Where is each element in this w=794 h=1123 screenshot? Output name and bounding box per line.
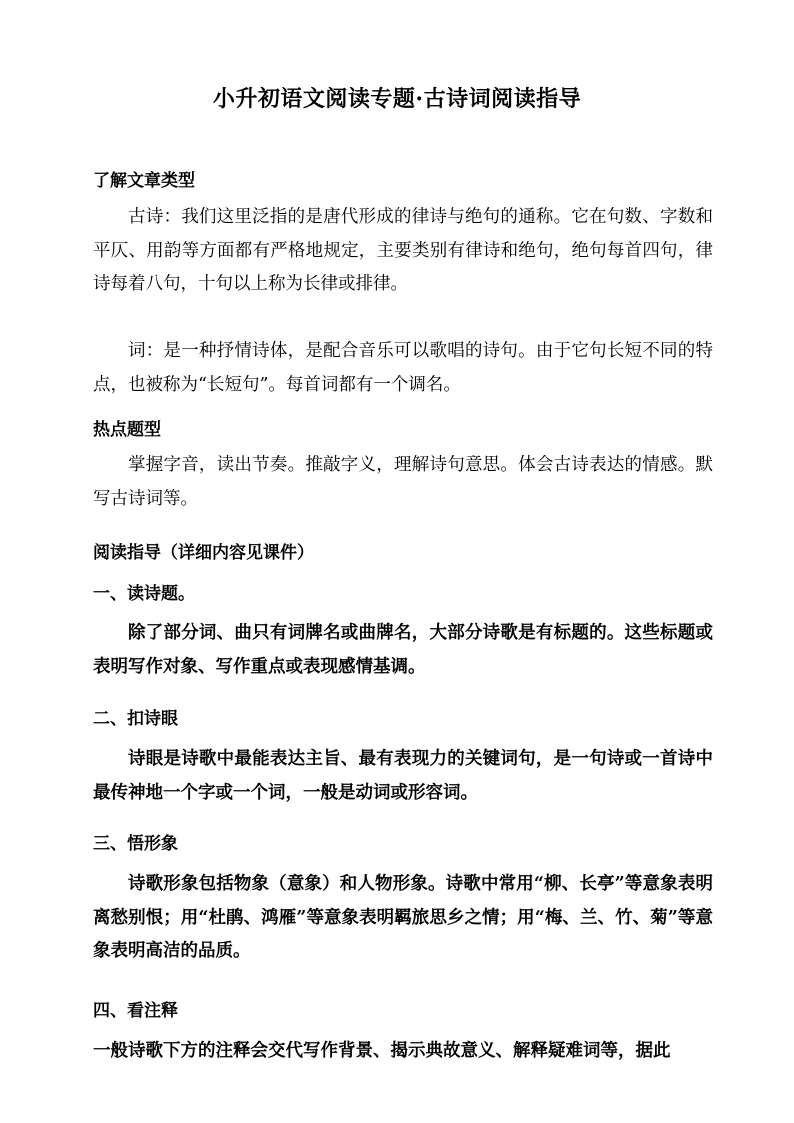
paragraph-1: 除了部分词、曲只有词牌名或曲牌名，大部分诗歌是有标题的。这些标题或表明写作对象、写作重点或表现感情基调。 (93, 623, 713, 677)
section-heading-guide: 阅读指导（详细内容见课件） (93, 543, 314, 563)
section-heading-3: 三、悟形象 (93, 834, 178, 854)
section-heading-hot: 热点题型 (93, 420, 161, 440)
paragraph-3: 诗歌形象包括物象（意象）和人物形象。诗歌中常用“柳、长亭”等意象表明离愁别恨；用“杜鹃、鸿雁”等意象表明羁旅思乡之情；用“梅、兰、竹、菊”等意象表明高洁的品质。 (93, 874, 713, 961)
section-heading-4: 四、看注释 (93, 1001, 178, 1021)
paragraph-ci: 词：是一种抒情诗体，是配合音乐可以歌唱的诗句。由于它句长短不同的特点，也被称为“长短句”。每首词都有一个调名。 (93, 341, 713, 395)
paragraph-hot: 掌握字音，读出节奏。推敲字义，理解诗句意思。体会古诗表达的情感。默写古诗词等。 (93, 455, 713, 509)
section-heading-1: 一、读诗题。 (93, 584, 195, 604)
page-title: 小升初语文阅读专题·古诗词阅读指导 (212, 86, 582, 112)
section-heading-2: 二、扣诗眼 (93, 709, 178, 729)
paragraph-gushi: 古诗：我们这里泛指的是唐代形成的律诗与绝句的通称。它在句数、字数和平仄、用韵等方面都有严格地规定，主要类别有律诗和绝句，绝句每首四句，律诗每着八句，十句以上称为长律或排律。 (93, 207, 713, 294)
paragraph-2: 诗眼是诗歌中最能表达主旨、最有表现力的关键词句，是一句诗或一首诗中最传神地一个字或一个词，一般是动词或形容词。 (93, 749, 713, 803)
section-heading-types: 了解文章类型 (93, 171, 195, 191)
paragraph-4: 一般诗歌下方的注释会交代写作背景、揭示典故意义、解释疑难词等，据此 (93, 1041, 671, 1061)
